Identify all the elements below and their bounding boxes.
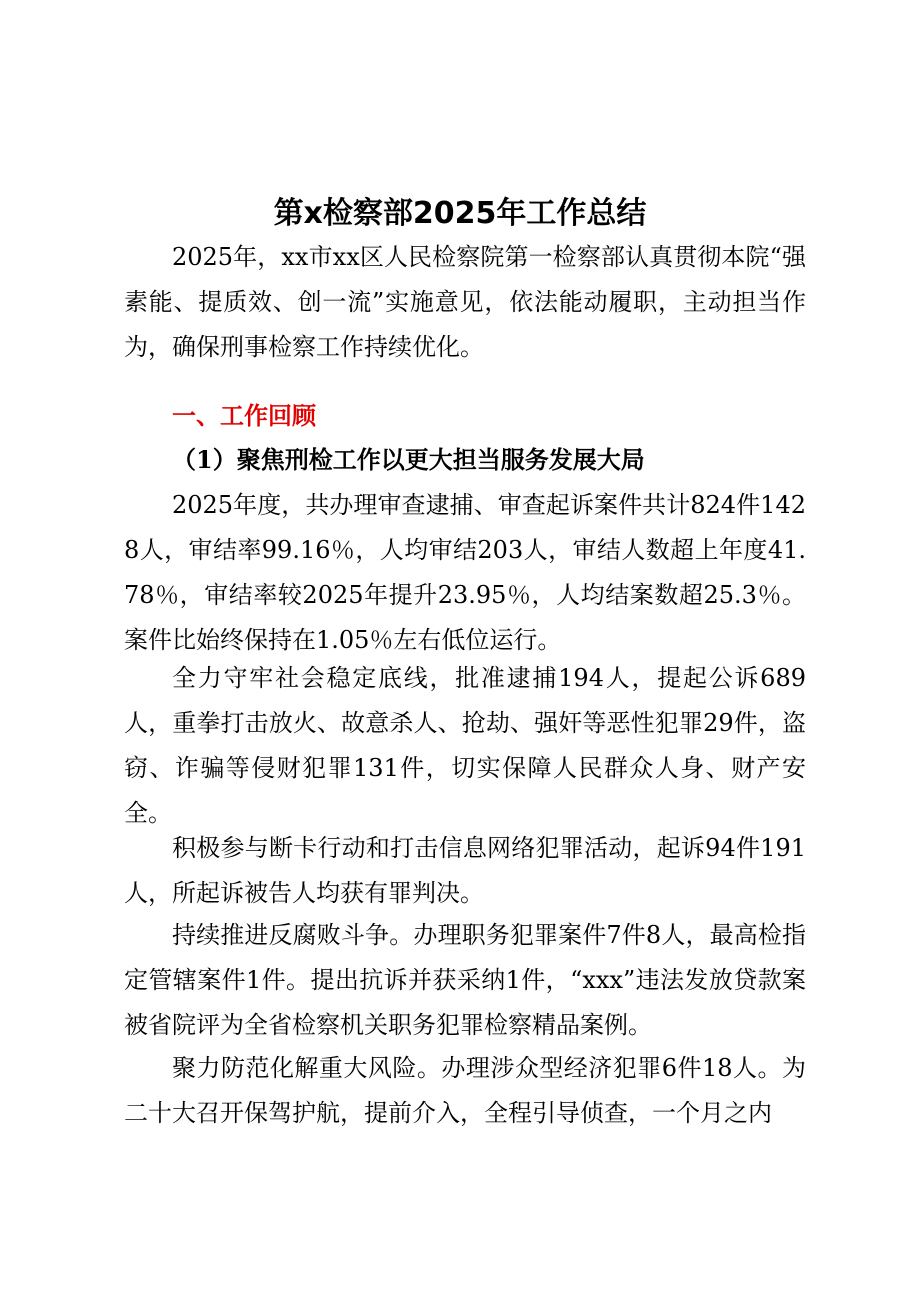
body-paragraph-case-statistics: 2025年度，共办理审查逮捕、审查起诉案件共计824件1428人，审结率99.16％，人均审结203人，审结人数超上年度41.78％，审结率较2025年提升23.95％，人均结案数超25.3％。案件比始终保持在1.05％左右低位运行。 xyxy=(124,491,806,654)
subsection-heading: （1）聚焦刑检工作以更大担当服务发展大局 xyxy=(172,445,645,474)
intro-paragraph: 2025年，xx市xx区人民检察院第一检察部认真贯彻本院“强素能、提质效、创一流”实施意见，依法能动履职，主动担当作为，确保刑事检察工作持续优化。 xyxy=(124,243,806,361)
body-paragraph-social-stability: 全力守牢社会稳定底线，批准逮捕194人，提起公诉689人，重拳打击放火、故意杀人、抢劫、强奸等恶性犯罪29件，盗窃、诈骗等侵财犯罪131件，切实保障人民群众人身、财产安全。 xyxy=(124,664,806,827)
body-paragraph-anti-corruption: 持续推进反腐败斗争。办理职务犯罪案件7件8人，最高检指定管辖案件1件。提出抗诉并获采纳1件，“xxx”违法发放贷款案被省院评为全省检察机关职务犯罪检察精品案例。 xyxy=(124,921,806,1039)
body-paragraph-network-crime: 积极参与断卡行动和打击信息网络犯罪活动，起诉94件191人，所起诉被告人均获有罪判决。 xyxy=(124,834,806,907)
section-heading-work-review: 一、工作回顾 xyxy=(172,402,316,430)
body-paragraph-risk-prevention: 聚力防范化解重大风险。办理涉众型经济犯罪6件18人。为二十大召开保驾护航，提前介入，全程引导侦查，一个月之内 xyxy=(124,1054,806,1127)
document-title: 第x检察部2025年工作总结 xyxy=(273,196,647,231)
